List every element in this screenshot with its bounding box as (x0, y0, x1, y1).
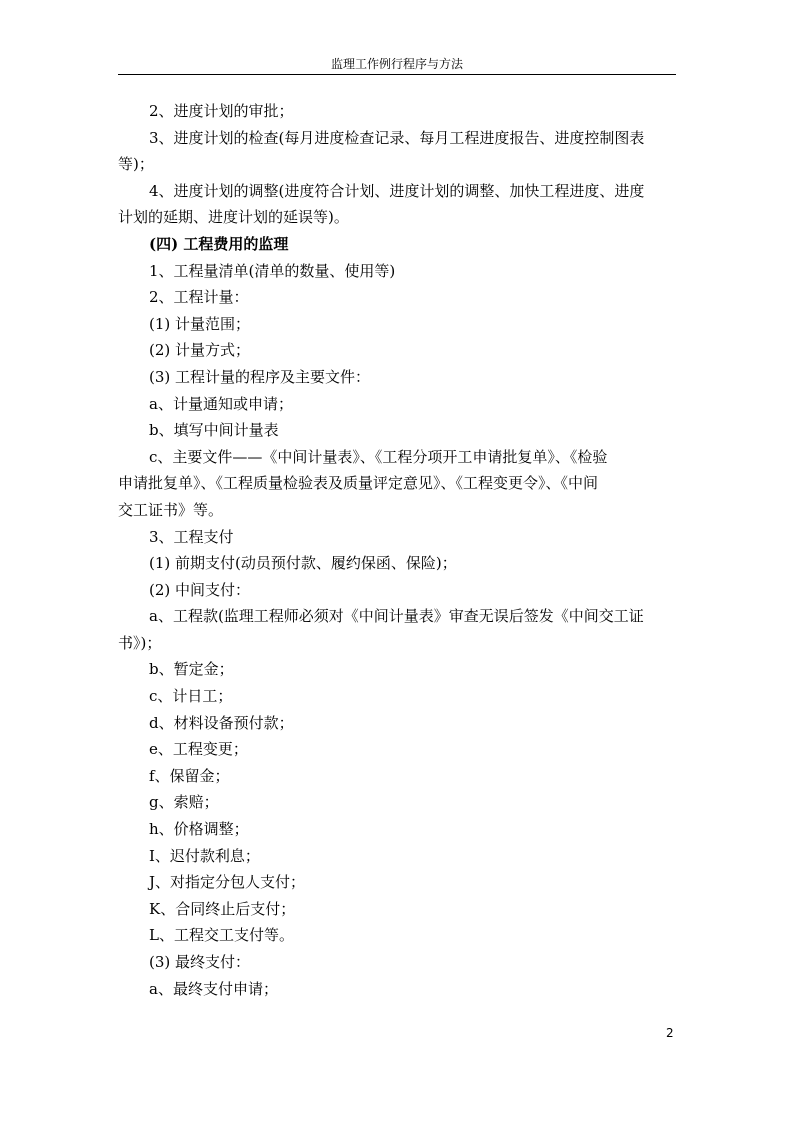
text-line: (1) 计量范围； (149, 314, 251, 333)
text-line: 等)； (118, 155, 154, 174)
text-line: f、保留金； (149, 766, 230, 785)
text-line: 3、工程支付 (149, 527, 234, 546)
page-header: 监理工作例行程序与方法 (330, 57, 463, 71)
text-line: a、最终支付申请； (149, 979, 278, 998)
text-line: I、迟付款利息； (149, 846, 260, 865)
text-line: (1) 前期支付(动员预付款、履约保函、保险)； (149, 554, 457, 573)
text-line: (3) 工程计量的程序及主要文件： (149, 367, 371, 386)
text-line: b、暂定金； (149, 660, 234, 679)
text-line: K、合同终止后支付； (149, 899, 296, 918)
text-line: L、工程交工支付等。 (149, 926, 294, 945)
text-line: 2、工程计量： (149, 288, 249, 307)
text-line: 1、工程量清单(清单的数量、使用等) (149, 261, 396, 280)
text-line: (3) 最终支付： (149, 953, 251, 971)
document-body (118, 98, 676, 1002)
text-line: J、对指定分包人支付； (149, 873, 306, 892)
text-line: 4、进度计划的调整(进度符合计划、进度计划的调整、加快工程进度、进度 (149, 181, 645, 200)
text-line: c、计日工； (149, 687, 233, 706)
text-line: 2、进度计划的审批； (149, 102, 294, 120)
text-line: d、材料设备预付款； (149, 713, 294, 732)
page-number: 2 (666, 1026, 674, 1040)
text-line: c、主要文件——《中间计量表》、《工程分项开工申请批复单》、《检验 (149, 447, 608, 466)
text-line: (2) 计量方式； (149, 341, 251, 360)
section-heading: (四) 工程费用的监理 (149, 234, 289, 253)
text-line: 计划的延期、进度计划的延误等)。 (118, 208, 349, 227)
text-line: (2) 中间支付： (149, 580, 251, 599)
text-line: h、价格调整； (149, 820, 249, 839)
text-line: g、索赔； (149, 793, 219, 812)
text-line: 交工证书》等。 (118, 500, 224, 519)
text-line: e、工程变更； (149, 740, 248, 759)
text-line: 3、进度计划的检查(每月进度检查记录、每月工程进度报告、进度控制图表 (149, 128, 645, 147)
text-line: a、工程款(监理工程师必须对《中间计量表》审查无误后签发《中间交工证 (149, 607, 644, 626)
text-line: 申请批复单》、《工程质量检验表及质量评定意见》、《工程变更令》、《中间 (118, 474, 599, 493)
text-line: a、计量通知或申请； (149, 394, 293, 413)
text-line: 书》)； (118, 633, 162, 652)
text-line: b、填写中间计量表 (149, 421, 279, 440)
header-rule (118, 74, 676, 75)
